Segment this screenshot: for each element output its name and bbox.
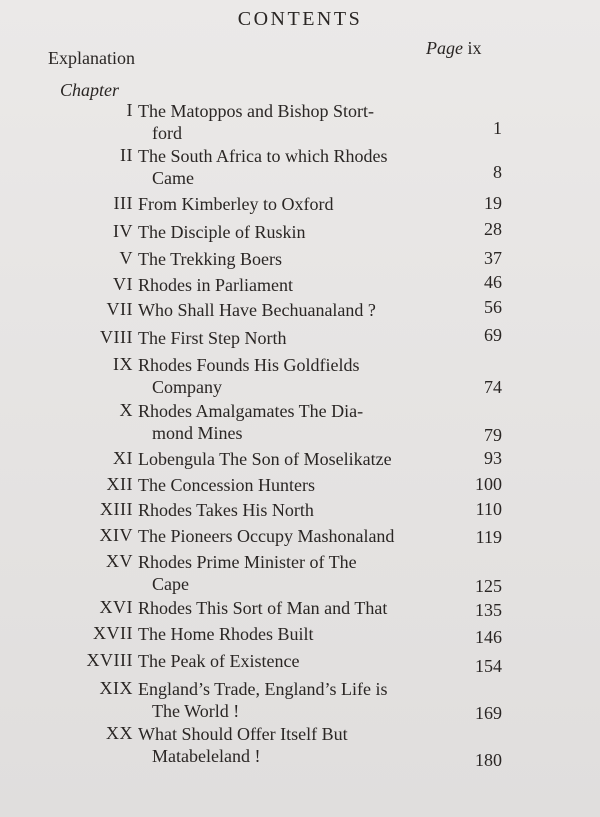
chapter-title-continuation: Company [152, 377, 222, 397]
chapter-number: XVIII [86, 650, 133, 670]
chapter-number: XIV [99, 525, 133, 545]
chapter-number: I [126, 100, 133, 120]
page-number: 37 [484, 248, 502, 268]
chapter-title [138, 448, 438, 470]
chapter-title-line: The Concession Hunters [138, 475, 315, 495]
chapter-title-line: Rhodes Takes His North [138, 500, 314, 520]
contents-entry [0, 299, 600, 329]
explanation-entry: Explanation [48, 48, 135, 68]
chapter-title [138, 248, 438, 270]
chapter-title-line: The Disciple of Ruskin [138, 222, 306, 242]
contents-entry [0, 551, 600, 596]
chapter-number: XX [106, 723, 133, 743]
chapter-title-continuation: Cape [152, 574, 189, 594]
page-number: 19 [484, 193, 502, 213]
chapter-title-line: From Kimberley to Oxford [138, 194, 334, 214]
page-number: 146 [475, 627, 502, 647]
chapter-title [138, 551, 438, 595]
contents-entry [0, 145, 600, 188]
chapter-number: VI [113, 274, 133, 294]
chapter-number: XIX [99, 678, 133, 698]
chapter-number: XVI [99, 597, 133, 617]
page-number: 119 [475, 527, 502, 547]
page-column-label [426, 38, 482, 59]
chapter-title [138, 623, 438, 645]
chapter-number: X [119, 400, 133, 420]
chapter-title [138, 193, 438, 215]
page-title: CONTENTS [237, 8, 363, 30]
page-number: 1 [493, 118, 502, 138]
page-number: 79 [484, 425, 502, 445]
chapter-number: IV [113, 221, 133, 241]
chapter-number: XV [106, 551, 133, 571]
chapter-title [138, 354, 438, 398]
chapter-title [138, 723, 438, 767]
chapter-title [138, 678, 438, 722]
contents-entry [0, 327, 600, 357]
chapter-number: XII [106, 474, 133, 494]
chapter-column-label: Chapter [60, 80, 120, 100]
chapter-title-line: Rhodes This Sort of Man and That [138, 598, 388, 618]
page-number: 74 [484, 377, 502, 397]
chapter-title-line: The South Africa to which Rhodes [138, 146, 388, 166]
page-number: 69 [484, 325, 502, 345]
chapter-title-continuation: ford [152, 123, 182, 143]
chapter-title [138, 274, 438, 296]
contents-entry [0, 400, 600, 445]
chapter-title-line: The Pioneers Occupy Mashonaland [138, 526, 395, 546]
chapter-title-line: The Peak of Existence [138, 651, 300, 671]
chapter-title-line: Rhodes Prime Minister of The [138, 552, 357, 572]
page-number: 100 [475, 474, 502, 494]
chapter-number: VII [106, 299, 133, 319]
contents-entry [0, 354, 600, 397]
chapter-title [138, 499, 438, 521]
chapter-title [138, 327, 438, 349]
page-number: 110 [475, 499, 502, 519]
chapter-number: II [120, 145, 133, 165]
chapter-title-line: The First Step North [138, 328, 287, 348]
chapter-title-line: What Should Offer Itself But [138, 724, 348, 744]
chapter-title-line: The Matoppos and Bishop Stort- [138, 101, 374, 121]
contents-entry [0, 650, 600, 680]
chapter-number: XVII [93, 623, 133, 643]
contents-entry [0, 678, 600, 723]
chapter-title-line: Who Shall Have Bechuanaland ? [138, 300, 376, 320]
chapter-title [138, 100, 438, 144]
chapter-title-line: Rhodes Founds His Goldfields [138, 355, 360, 375]
page-number: 46 [484, 272, 502, 292]
chapter-title-continuation: mond Mines [152, 423, 243, 443]
page-number: 93 [484, 448, 502, 468]
contents-entry [0, 100, 600, 143]
page-number: 180 [475, 750, 502, 770]
chapter-title [138, 597, 438, 619]
contents-entry [0, 221, 600, 251]
page-number: 154 [475, 656, 502, 676]
page-number: 56 [484, 297, 502, 317]
chapter-title-line: The Home Rhodes Built [138, 624, 314, 644]
chapter-title-line: England’s Trade, England’s Life is [138, 679, 388, 699]
chapter-number: IX [113, 354, 133, 374]
page-number: 135 [475, 600, 502, 620]
chapter-title [138, 299, 438, 321]
page-number: 125 [475, 576, 502, 596]
chapter-title-continuation: Matabeleland ! [152, 746, 261, 766]
contents-entry [0, 193, 600, 223]
chapter-title [138, 221, 438, 243]
chapter-number: XI [113, 448, 133, 468]
chapter-title-line: Rhodes Amalgamates The Dia- [138, 401, 364, 421]
chapter-title-continuation: Came [152, 168, 194, 188]
chapter-title [138, 145, 438, 189]
page-number: 28 [484, 219, 502, 239]
chapter-title-line: Rhodes in Parliament [138, 275, 293, 295]
chapter-title-line: Lobengula The Son of Moselikatze [138, 449, 392, 469]
contents-entry [0, 723, 600, 770]
chapter-title [138, 525, 438, 547]
chapter-number: V [119, 248, 133, 268]
chapter-number: VIII [100, 327, 133, 347]
chapter-title-continuation: The World ! [152, 701, 240, 721]
chapter-title-line: The Trekking Boers [138, 249, 282, 269]
chapter-number: III [113, 193, 133, 213]
explanation-page-number: ix [467, 38, 482, 58]
chapter-title [138, 400, 438, 444]
page-label-text: Page [426, 38, 463, 58]
page-number: 169 [475, 703, 502, 723]
chapter-number: XIII [100, 499, 133, 519]
chapter-title [138, 474, 438, 496]
contents-entry [0, 623, 600, 653]
page-number: 8 [493, 162, 502, 182]
chapter-title [138, 650, 438, 672]
